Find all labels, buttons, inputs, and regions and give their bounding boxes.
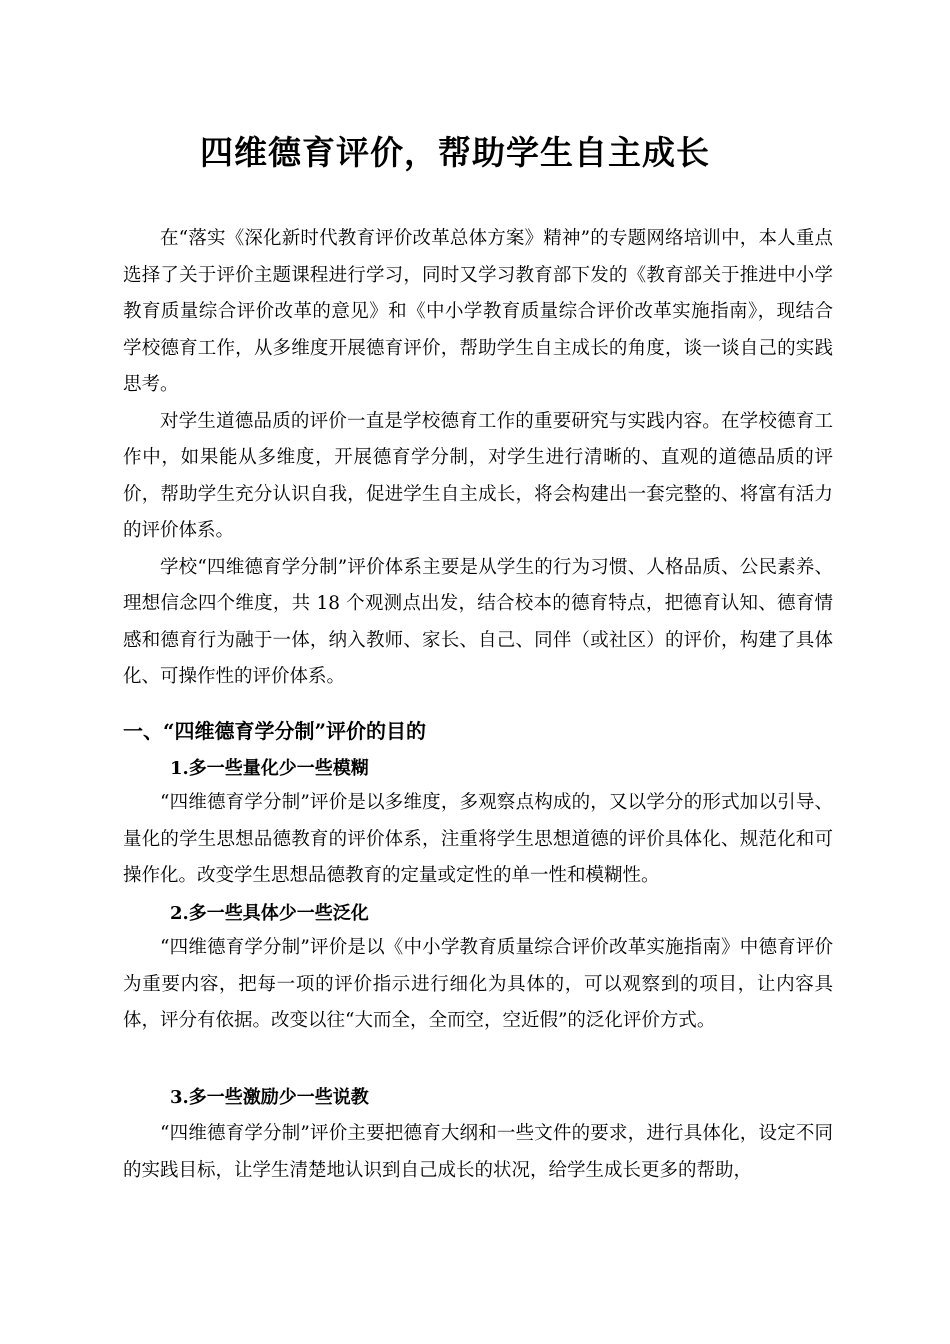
subsection-2-body	[123, 930, 833, 1040]
subsection-1-heading: 1.多一些量化少一些模糊	[170, 758, 369, 779]
subsection-1-paragraph: “四维德育学分制”评价是以多维度，多观察点构成的，又以学分的形式加以引导、量化的学生思想品德教育的评价体系，注重将学生思想道德的评价具体化、规范化和可操作化。改变学生思想品德教育的定量或定性的单一性和模糊性。	[123, 792, 833, 886]
intro-paragraph-3: 学校“四维德育学分制”评价体系主要是从学生的行为习惯、人格品质、公民素养、理想信念四个维度，共 18 个观测点出发，结合校本的德育特点，把德育认知、德育情感和德育行为融于一体，纳入教师、家长、自己、同伴（或社区）的评价，构建了具体化、可操作性的评价体系。	[123, 556, 833, 687]
document-title: 四维德育评价，帮助学生自主成长	[200, 133, 710, 172]
subsection-3-body	[123, 1116, 833, 1189]
subsection-3-paragraph: “四维德育学分制”评价主要把德育大纲和一些文件的要求，进行具体化，设定不同的实践目标，让学生清楚地认识到自己成长的状况，给学生成长更多的帮助，	[123, 1123, 833, 1181]
intro-section	[123, 221, 833, 696]
subsection-3-heading: 3.多一些激励少一些说教	[170, 1087, 369, 1108]
intro-paragraph-1: 在“落实《深化新时代教育评价改革总体方案》精神”的专题网络培训中，本人重点选择了关于评价主题课程进行学习，同时又学习教育部下发的《教育部关于推进中小学教育质量综合评价改革的意见》和《中小学教育质量综合评价改革实施指南》，现结合学校德育工作，从多维度开展德育评价，帮助学生自主成长的角度，谈一谈自己的实践思考。	[123, 228, 833, 395]
subsection-1-body	[123, 785, 833, 895]
subsection-2-paragraph: “四维德育学分制”评价是以《中小学教育质量综合评价改革实施指南》中德育评价为重要内容，把每一项的评价指示进行细化为具体的，可以观察到的项目，让内容具体，评分有依据。改变以往“大而全，全而空，空近假”的泛化评价方式。	[123, 937, 833, 1031]
intro-paragraph-2: 对学生道德品质的评价一直是学校德育工作的重要研究与实践内容。在学校德育工作中，如果能从多维度，开展德育学分制，对学生进行清晰的、直观的道德品质的评价，帮助学生充分认识自我，促进学生自主成长，将会构建出一套完整的、将富有活力的评价体系。	[123, 410, 833, 541]
subsection-2-heading: 2.多一些具体少一些泛化	[170, 903, 369, 924]
section-1-heading: 一、“四维德育学分制”评价的目的	[123, 719, 427, 743]
